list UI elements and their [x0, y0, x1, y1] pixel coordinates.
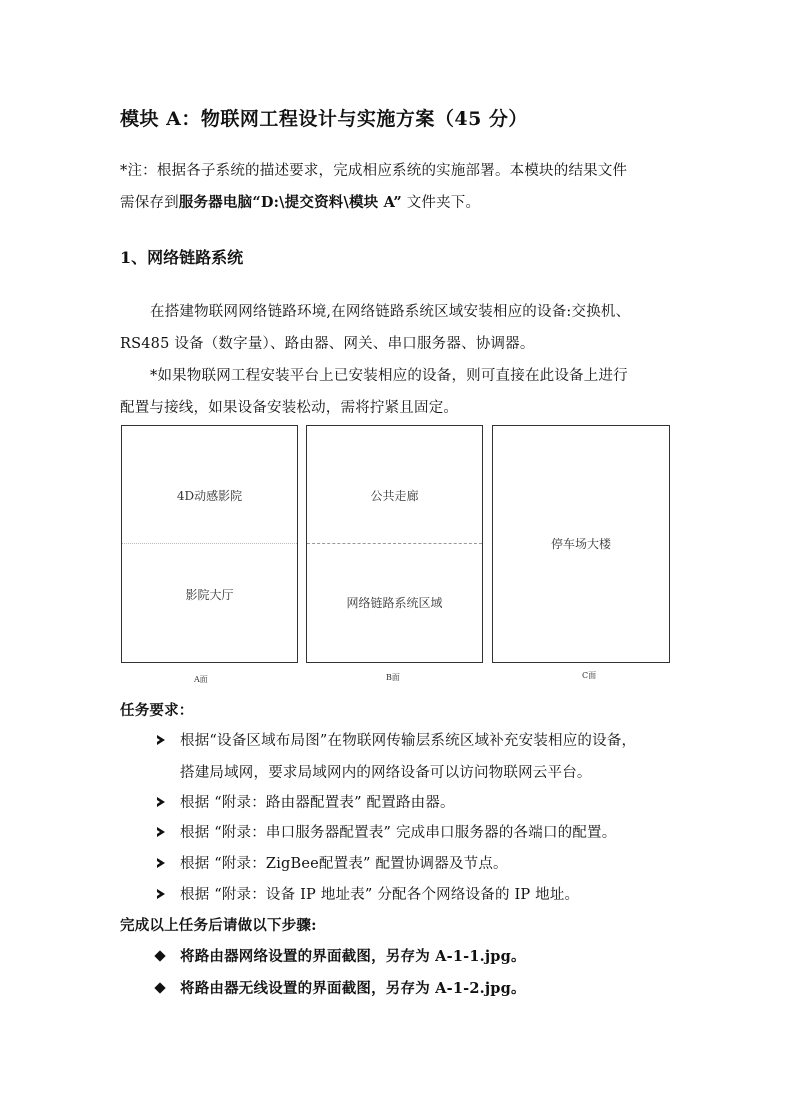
- panel-b-caption: B面: [386, 673, 400, 682]
- para2-line2: 配置与接线，如果设备安装松动，需将拧紧且固定。: [120, 400, 459, 416]
- task-item-5: 根据 “附录：设备 IP 地址表” 分配各个网络设备的 IP 地址。: [180, 887, 580, 903]
- panel-c-caption: C面: [582, 671, 597, 680]
- diamond-bullet-icon: [154, 982, 165, 993]
- panel-b-bottom-label: 网络链路系统区域: [346, 596, 443, 610]
- arrow-bullet-icon: [157, 735, 165, 745]
- panel-a-caption: A面: [194, 675, 208, 684]
- panel-b-top-label: 公共走廊: [370, 489, 419, 503]
- page-title: 模块 A：物联网工程设计与实施方案（45 分）: [120, 108, 528, 130]
- diamond-bullet-icon: [154, 950, 165, 961]
- panel-b-divider: [307, 543, 482, 544]
- note-bold-server: 服务器电脑: [178, 194, 253, 211]
- panel-b: [306, 425, 483, 663]
- task-item-1: 根据“设备区域布局图”在物联网传输层系统区域补充安装相应的设备，: [180, 733, 637, 749]
- arrow-bullet-icon: [157, 858, 165, 868]
- panel-c: [492, 425, 670, 663]
- note-prefix: 需保存到: [120, 195, 179, 211]
- task-item-2: 根据 “附录：路由器配置表” 配置路由器。: [180, 795, 455, 811]
- task-item-3: 根据 “附录：串口服务器配置表” 完成串口服务器的各端口的配置。: [180, 825, 617, 841]
- note-path: “D:\提交资料\模块 A”: [252, 194, 402, 211]
- panel-a-top-label: 4D动感影院: [176, 489, 243, 503]
- arrow-bullet-icon: [157, 827, 165, 837]
- tasks-heading: 任务要求：: [120, 702, 194, 719]
- step-item-1: 将路由器网络设置的界面截图，另存为 A-1-1.jpg。: [180, 948, 526, 965]
- task-item-4: 根据 “附录：ZigBee配置表” 配置协调器及节点。: [180, 856, 508, 872]
- step-item-2: 将路由器无线设置的界面截图，另存为 A-1-2.jpg。: [180, 980, 526, 997]
- arrow-bullet-icon: [157, 797, 165, 807]
- panel-a-bottom-label: 影院大厅: [185, 588, 234, 602]
- panel-a: [121, 425, 298, 663]
- note-line-1: *注：根据各子系统的描述要求，完成相应系统的实施部署。本模块的结果文件: [120, 163, 628, 179]
- arrow-bullet-icon: [157, 889, 165, 899]
- para1-line2: RS485 设备（数字量）、路由器、网关、串口服务器、协调器。: [120, 336, 535, 352]
- panel-c-label: 停车场大楼: [550, 537, 611, 551]
- para1-line1: 在搭建物联网网络链路环境,在网络链路系统区域安装相应的设备:交换机、: [150, 304, 631, 320]
- task-item-1-cont: 搭建局域网，要求局域网内的网络设备可以访问物联网云平台。: [180, 765, 592, 781]
- para2-line1: *如果物联网工程安装平台上已安装相应的设备，则可直接在此设备上进行: [150, 368, 628, 384]
- panel-a-divider: [122, 543, 297, 544]
- note-suffix: 文件夹下。: [406, 195, 481, 211]
- steps-heading: 完成以上任务后请做以下步骤:: [120, 917, 317, 934]
- section-heading: 1、网络链路系统: [120, 248, 244, 267]
- note-line-2: [120, 191, 480, 212]
